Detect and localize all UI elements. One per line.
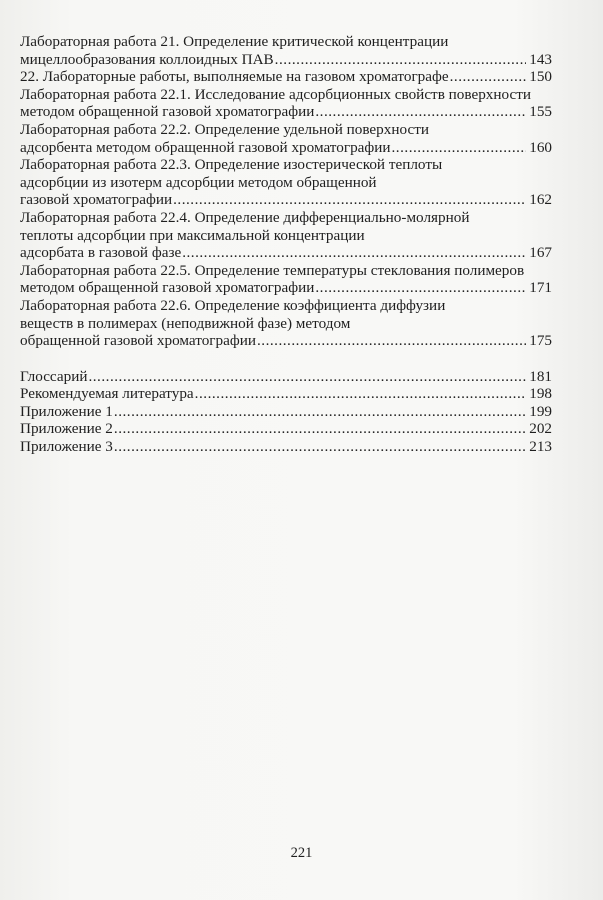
toc-entry-title: мицеллообразования коллоидных ПАВ [20, 50, 274, 68]
toc-entry-final-line [20, 385, 552, 403]
toc-entry-line: Лабораторная работа 21. Определение критической концентрации [20, 33, 449, 50]
toc-page-number: 160 [529, 138, 552, 156]
toc-entry-line: веществ в полимерах (неподвижной фазе) методом [20, 314, 351, 332]
dot-leader [114, 438, 526, 456]
toc-entry-line: Лабораторная работа 22.1. Исследование адсорбционных свойств поверхности [20, 85, 531, 103]
toc-entry [20, 368, 552, 386]
toc-entry-title: Глоссарий [20, 367, 88, 385]
toc-entry [20, 420, 552, 438]
toc-entry [20, 403, 552, 421]
toc-entry-final-line [20, 368, 552, 386]
dot-leader [315, 279, 526, 297]
toc-entry-final-line [20, 139, 552, 157]
toc-entry-line: адсорбции из изотерм адсорбции методом обращенной [20, 173, 377, 191]
toc-page-number: 181 [529, 367, 552, 385]
toc-entry-final-line [20, 332, 552, 350]
toc-entry [20, 156, 552, 209]
dot-leader [275, 51, 527, 69]
toc-entry-title: газовой хроматографии [20, 191, 173, 209]
toc-entry-title: адсорбента методом обращенной газовой хроматографии [20, 138, 391, 156]
toc-entry-title: адсорбата в газовой фазе [20, 244, 182, 262]
toc-entry-title: 22. Лабораторные работы, выполняемые на газовом хроматографе [20, 68, 449, 86]
dot-leader [450, 68, 527, 86]
toc-entry-line: Лабораторная работа 22.6. Определение коэффициента диффузии [20, 296, 446, 314]
toc-entry-line: Лабораторная работа 22.3. Определение изостерической теплоты [20, 156, 443, 174]
toc-page-number: 167 [529, 244, 552, 262]
toc-entry [20, 33, 552, 68]
toc-page-number: 213 [529, 438, 552, 456]
toc-entry-title: обращенной газовой хроматографии [20, 332, 256, 350]
toc-entry-final-line [20, 191, 552, 209]
toc-page-number: 202 [529, 420, 552, 438]
toc-entry-title: Приложение 1 [20, 402, 113, 420]
toc-entry-final-line [20, 403, 552, 421]
toc-page-number: 155 [529, 103, 552, 121]
toc-entry-title: Приложение 2 [20, 420, 113, 438]
toc-entry-final-line [20, 420, 552, 438]
toc-page-number: 171 [529, 279, 552, 297]
toc-entry-title: методом обращенной газовой хроматографии [20, 103, 315, 121]
toc-entry [20, 385, 552, 403]
toc-entry-line: Лабораторная работа 22.4. Определение дифференциально-молярной [20, 208, 470, 226]
toc-page-number: 162 [529, 191, 552, 209]
toc-page-number: 198 [529, 385, 552, 403]
dot-leader [257, 332, 526, 350]
toc-entry [20, 86, 552, 121]
toc-page-number: 143 [529, 50, 552, 68]
toc-entry-final-line [20, 51, 552, 69]
toc-entry [20, 121, 552, 156]
dot-leader [315, 103, 526, 121]
toc-entry-title: методом обращенной газовой хроматографии [20, 279, 315, 297]
toc-entry-final-line [20, 438, 552, 456]
dot-leader [114, 420, 526, 438]
toc-page-number: 175 [529, 332, 552, 350]
toc-entry-line: теплоты адсорбции при максимальной концентрации [20, 226, 365, 244]
toc-entry [20, 438, 552, 456]
dot-leader [114, 403, 526, 421]
toc-entry-line: Лабораторная работа 22.2. Определение удельной поверхности [20, 120, 429, 138]
page-number: 221 [290, 845, 313, 861]
dot-leader [195, 385, 527, 403]
toc-entry-final-line [20, 244, 552, 262]
toc-page-number: 199 [529, 402, 552, 420]
toc-entry [20, 209, 552, 262]
toc-entry-final-line [20, 279, 552, 297]
dot-leader [88, 368, 526, 386]
table-of-contents [20, 33, 552, 456]
toc-entry [20, 68, 552, 86]
toc-entry [20, 262, 552, 297]
dot-leader [182, 244, 526, 262]
toc-page-number: 150 [529, 68, 552, 86]
toc-entry-title: Рекомендуемая литература [20, 385, 194, 403]
dot-leader [392, 139, 527, 157]
toc-entry-title: Приложение 3 [20, 438, 113, 456]
dot-leader [173, 191, 526, 209]
toc-entry-final-line [20, 68, 552, 86]
toc-entry [20, 297, 552, 350]
toc-entry-final-line [20, 103, 552, 121]
toc-entry-line: Лабораторная работа 22.5. Определение температуры стеклования полимеров [20, 261, 525, 279]
